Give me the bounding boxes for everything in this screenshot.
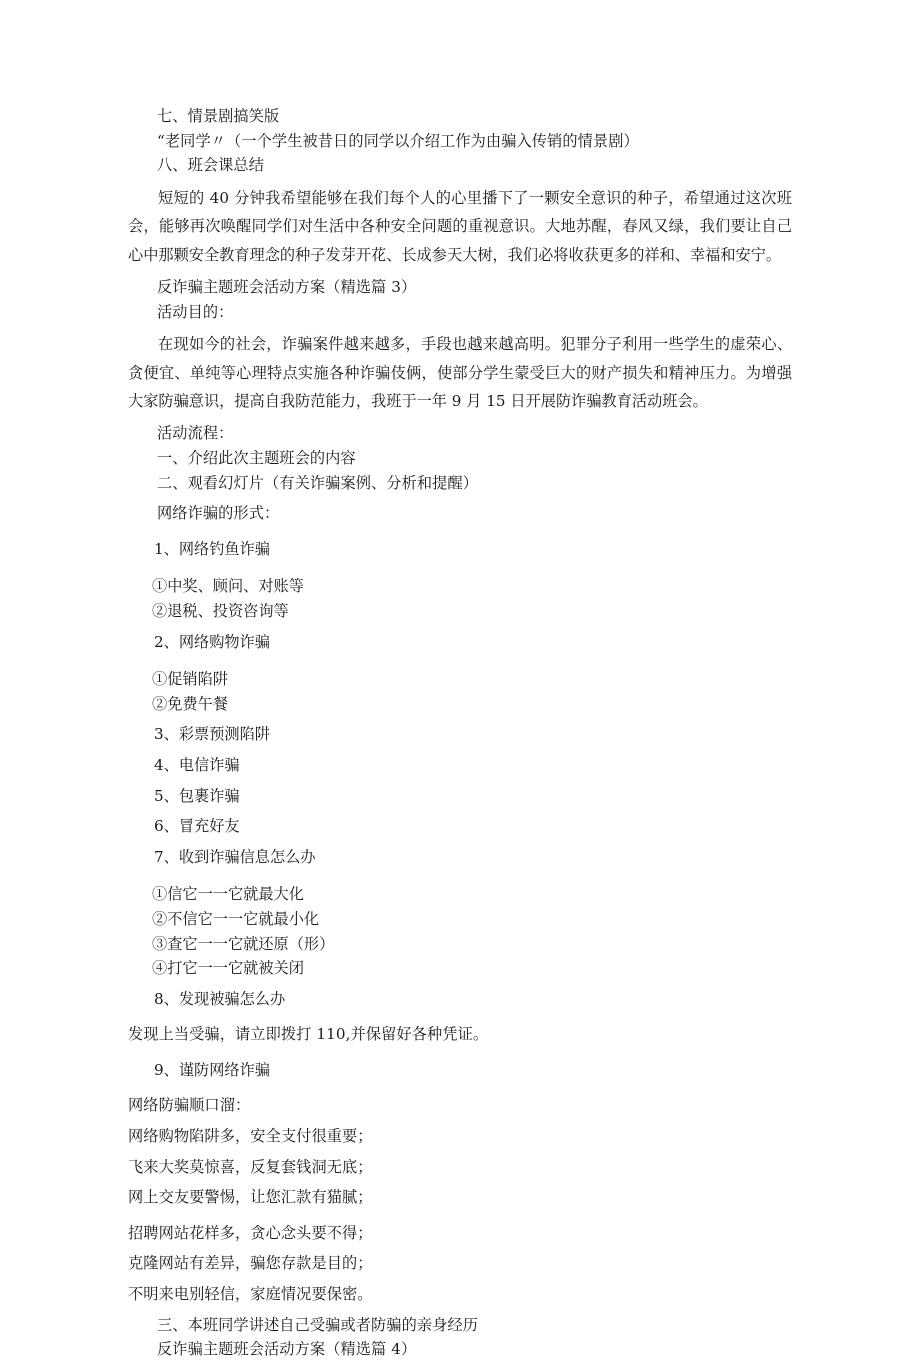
spacer bbox=[128, 1210, 792, 1221]
list-item-7-a: ①信它一一它就最大化 bbox=[152, 885, 304, 904]
spacer bbox=[128, 561, 792, 574]
list-item-6: 6、冒充好友 bbox=[154, 817, 240, 836]
rhyme-line-4: 招聘网站花样多，贪心念头要不得； bbox=[128, 1223, 373, 1242]
title-selection-3: 反诈骗主题班会活动方案（精选篇 3） bbox=[157, 278, 417, 296]
document-text-body bbox=[128, 104, 792, 1362]
list-item-7-b: ②不信它一一它就最小化 bbox=[152, 909, 320, 928]
flow-item-three: 三、本班同学讲述自己受骗或者防骗的亲身经历 bbox=[157, 1315, 479, 1334]
rhyme-line-6: 不明来电别轻信，家庭情况要保密。 bbox=[128, 1285, 373, 1304]
spacer bbox=[128, 869, 792, 882]
list-item-1-b: ②退税、投资咨询等 bbox=[152, 601, 289, 620]
rhyme-line-1: 网络购物陷阱多，安全支付很重要； bbox=[128, 1127, 373, 1146]
list-item-3: 3、彩票预测陷阱 bbox=[154, 725, 270, 744]
purpose-paragraph: 在现如今的社会，诈骗案件越来越多，手段也越来越高明。犯罪分子利用一些学生的虚荣心、贪便宜、单纯等心理特点实施各种诈骗伎俩，使部分学生蒙受巨大的财产损失和精神压力。为增强大家防骗意识，提高自我防范能力，我班于一年 9 月 15 日开展防诈骗教育活动班会。 bbox=[128, 335, 792, 410]
flow-item-two: 二、观看幻灯片（有关诈骗案例、分析和提醒） bbox=[157, 473, 479, 492]
section-eight-paragraph: 短短的 40 分钟我希望能够在我们每个人的心里播下了一颗安全意识的种子，希望通过这次班会，能够再次唤醒同学们对生活中各种安全问题的重视意识。大地苏醒，春风又绿，我们要让自己心中那颗安全教育理念的种子发芽开花、长成参天大树，我们必将收获更多的祥和、幸福和安宁。 bbox=[128, 188, 792, 264]
list-item-8-body: 发现上当受骗，请立即拨打 110,并保留好各种凭证。 bbox=[128, 1025, 489, 1044]
spacer bbox=[128, 1082, 792, 1093]
spacer bbox=[128, 1047, 792, 1058]
list-item-4: 4、电信诈骗 bbox=[154, 755, 240, 774]
title-selection-4: 反诈骗主题班会活动方案（精选篇 4） bbox=[157, 1340, 417, 1359]
list-item-5: 5、包裹诈骗 bbox=[154, 786, 240, 805]
list-item-2-a: ①促销陷阱 bbox=[152, 670, 228, 689]
spacer bbox=[128, 654, 792, 667]
spacer bbox=[128, 526, 792, 537]
list-item-9: 9、谨防网络诈骗 bbox=[154, 1060, 270, 1079]
section-seven-heading: 七、情景剧搞笑版 bbox=[157, 107, 280, 125]
rhyme-line-3: 网上交友要警惕，让您汇款有猫腻； bbox=[128, 1188, 373, 1207]
list-item-7: 7、收到诈骗信息怎么办 bbox=[154, 847, 316, 866]
list-item-2: 2、网络购物诈骗 bbox=[154, 632, 270, 651]
fraud-forms-heading: 网络诈骗的形式： bbox=[157, 504, 280, 523]
purpose-heading: 活动目的： bbox=[157, 302, 234, 321]
flow-heading: 活动流程： bbox=[157, 424, 234, 443]
section-eight-heading: 八、班会课总结 bbox=[157, 156, 265, 175]
spacer bbox=[128, 1011, 792, 1022]
list-item-7-c: ③查它一一它就还原（形） bbox=[152, 934, 335, 953]
list-item-1-a: ①中奖、顾问、对账等 bbox=[152, 577, 304, 596]
section-seven-body: “老同学〃（一个学生被昔日的同学以介绍工作为由骗入传销的情景剧） bbox=[157, 131, 639, 150]
list-item-7-d: ④打它一一它就被关闭 bbox=[152, 959, 304, 978]
list-item-1: 1、网络钓鱼诈骗 bbox=[154, 539, 270, 558]
list-item-8: 8、发现被骗怎么办 bbox=[154, 989, 286, 1008]
flow-item-one: 一、介绍此次主题班会的内容 bbox=[157, 449, 356, 467]
rhyme-line-2: 飞来大奖莫惊喜，反复套钱洞无底； bbox=[128, 1157, 373, 1176]
list-item-2-b: ②免费午餐 bbox=[152, 694, 228, 713]
rhyme-line-5: 克隆网站有差异，骗您存款是目的； bbox=[128, 1254, 373, 1273]
rhyme-heading: 网络防骗顺口溜： bbox=[128, 1096, 251, 1115]
